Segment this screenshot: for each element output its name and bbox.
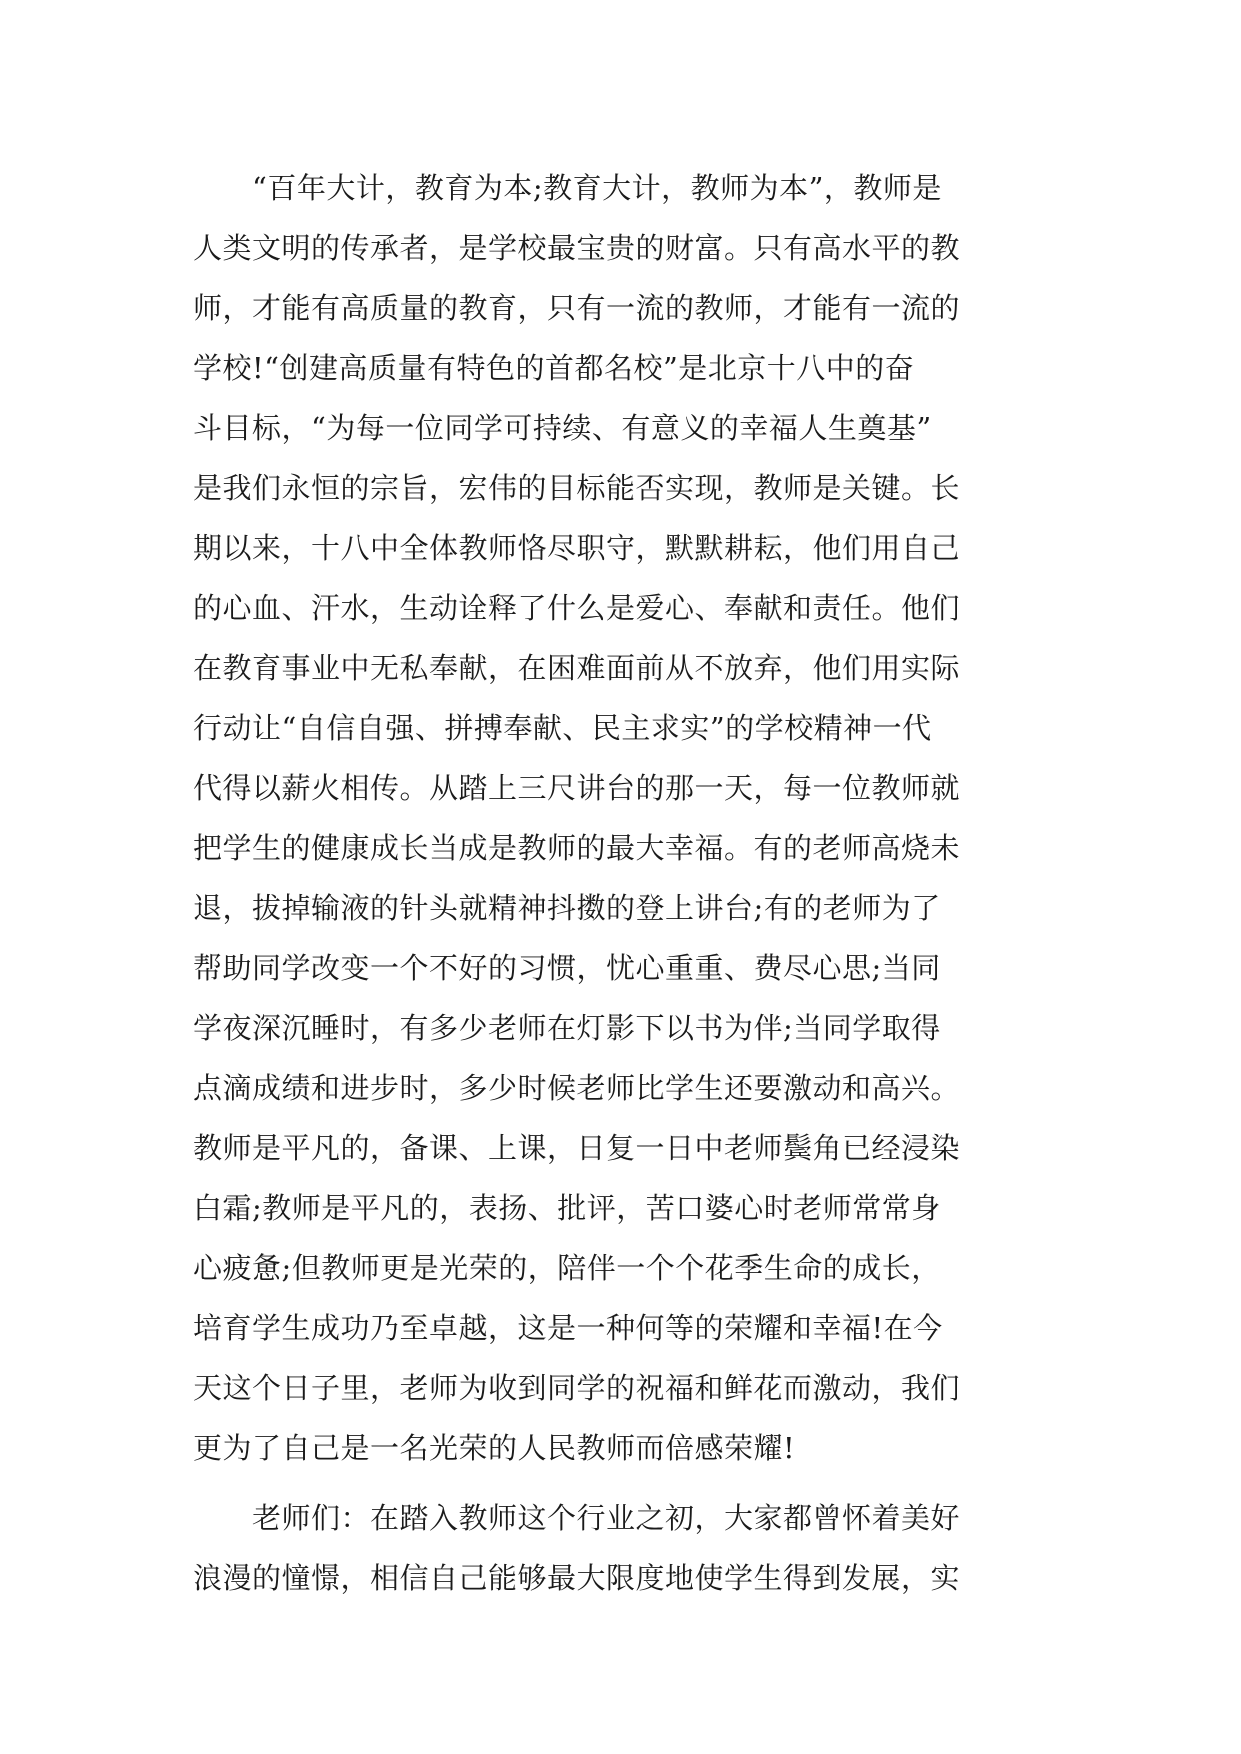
document-body [193,158,1063,1608]
text-line: “百年大计，教育为本;教育大计，教师为本”，教师是 [252,171,942,205]
text-line: 退，拔掉输液的针头就精神抖擞的登上讲台;有的老师为了 [193,891,941,925]
text-line: 教师是平凡的，备课、上课，日复一日中老师鬓角已经浸染 [193,1131,961,1165]
text-line: 把学生的健康成长当成是教师的最大幸福。有的老师高烧未 [193,831,961,865]
paragraph-spacing [193,1478,1063,1488]
text-line: 老师们：在踏入教师这个行业之初，大家都曾怀着美好 [252,1501,961,1535]
text-line: 帮助同学改变一个不好的习惯，忧心重重、费尽心思;当同 [193,951,941,985]
text-line: 培育学生成功乃至卓越，这是一种何等的荣耀和幸福!在今 [193,1311,943,1345]
text-line: 学校!“创建高质量有特色的首都名校”是北京十八中的奋 [193,351,915,385]
paragraph-2 [193,1488,1063,1608]
text-line: 期以来，十八中全体教师恪尽职守，默默耕耘，他们用自己 [193,531,961,565]
text-line: 学夜深沉睡时，有多少老师在灯影下以书为伴;当同学取得 [193,1011,941,1045]
paragraph-1 [193,158,1063,1478]
text-line: 心疲惫;但教师更是光荣的，陪伴一个个花季生命的成长， [193,1251,941,1285]
text-line: 在教育事业中无私奉献，在困难面前从不放弃，他们用实际 [193,651,961,685]
text-line: 是我们永恒的宗旨，宏伟的目标能否实现，教师是关键。长 [193,471,961,505]
text-line: 天这个日子里，老师为收到同学的祝福和鲜花而激动，我们 [193,1371,961,1405]
text-line: 行动让“自信自强、拼搏奉献、民主求实”的学校精神一代 [193,711,932,745]
text-line: 斗目标，“为每一位同学可持续、有意义的幸福人生奠基” [193,411,932,445]
text-line: 浪漫的憧憬，相信自己能够最大限度地使学生得到发展，实 [193,1561,961,1595]
text-line: 师，才能有高质量的教育，只有一流的教师，才能有一流的 [193,291,961,325]
text-line: 的心血、汗水，生动诠释了什么是爱心、奉献和责任。他们 [193,591,961,625]
text-line: 代得以薪火相传。从踏上三尺讲台的那一天，每一位教师就 [193,771,961,805]
text-line: 人类文明的传承者，是学校最宝贵的财富。只有高水平的教 [193,231,961,265]
text-line: 白霜;教师是平凡的，表扬、批评，苦口婆心时老师常常身 [193,1191,941,1225]
text-line: 更为了自己是一名光荣的人民教师而倍感荣耀! [193,1431,796,1465]
text-line: 点滴成绩和进步时，多少时候老师比学生还要激动和高兴。 [193,1071,961,1105]
